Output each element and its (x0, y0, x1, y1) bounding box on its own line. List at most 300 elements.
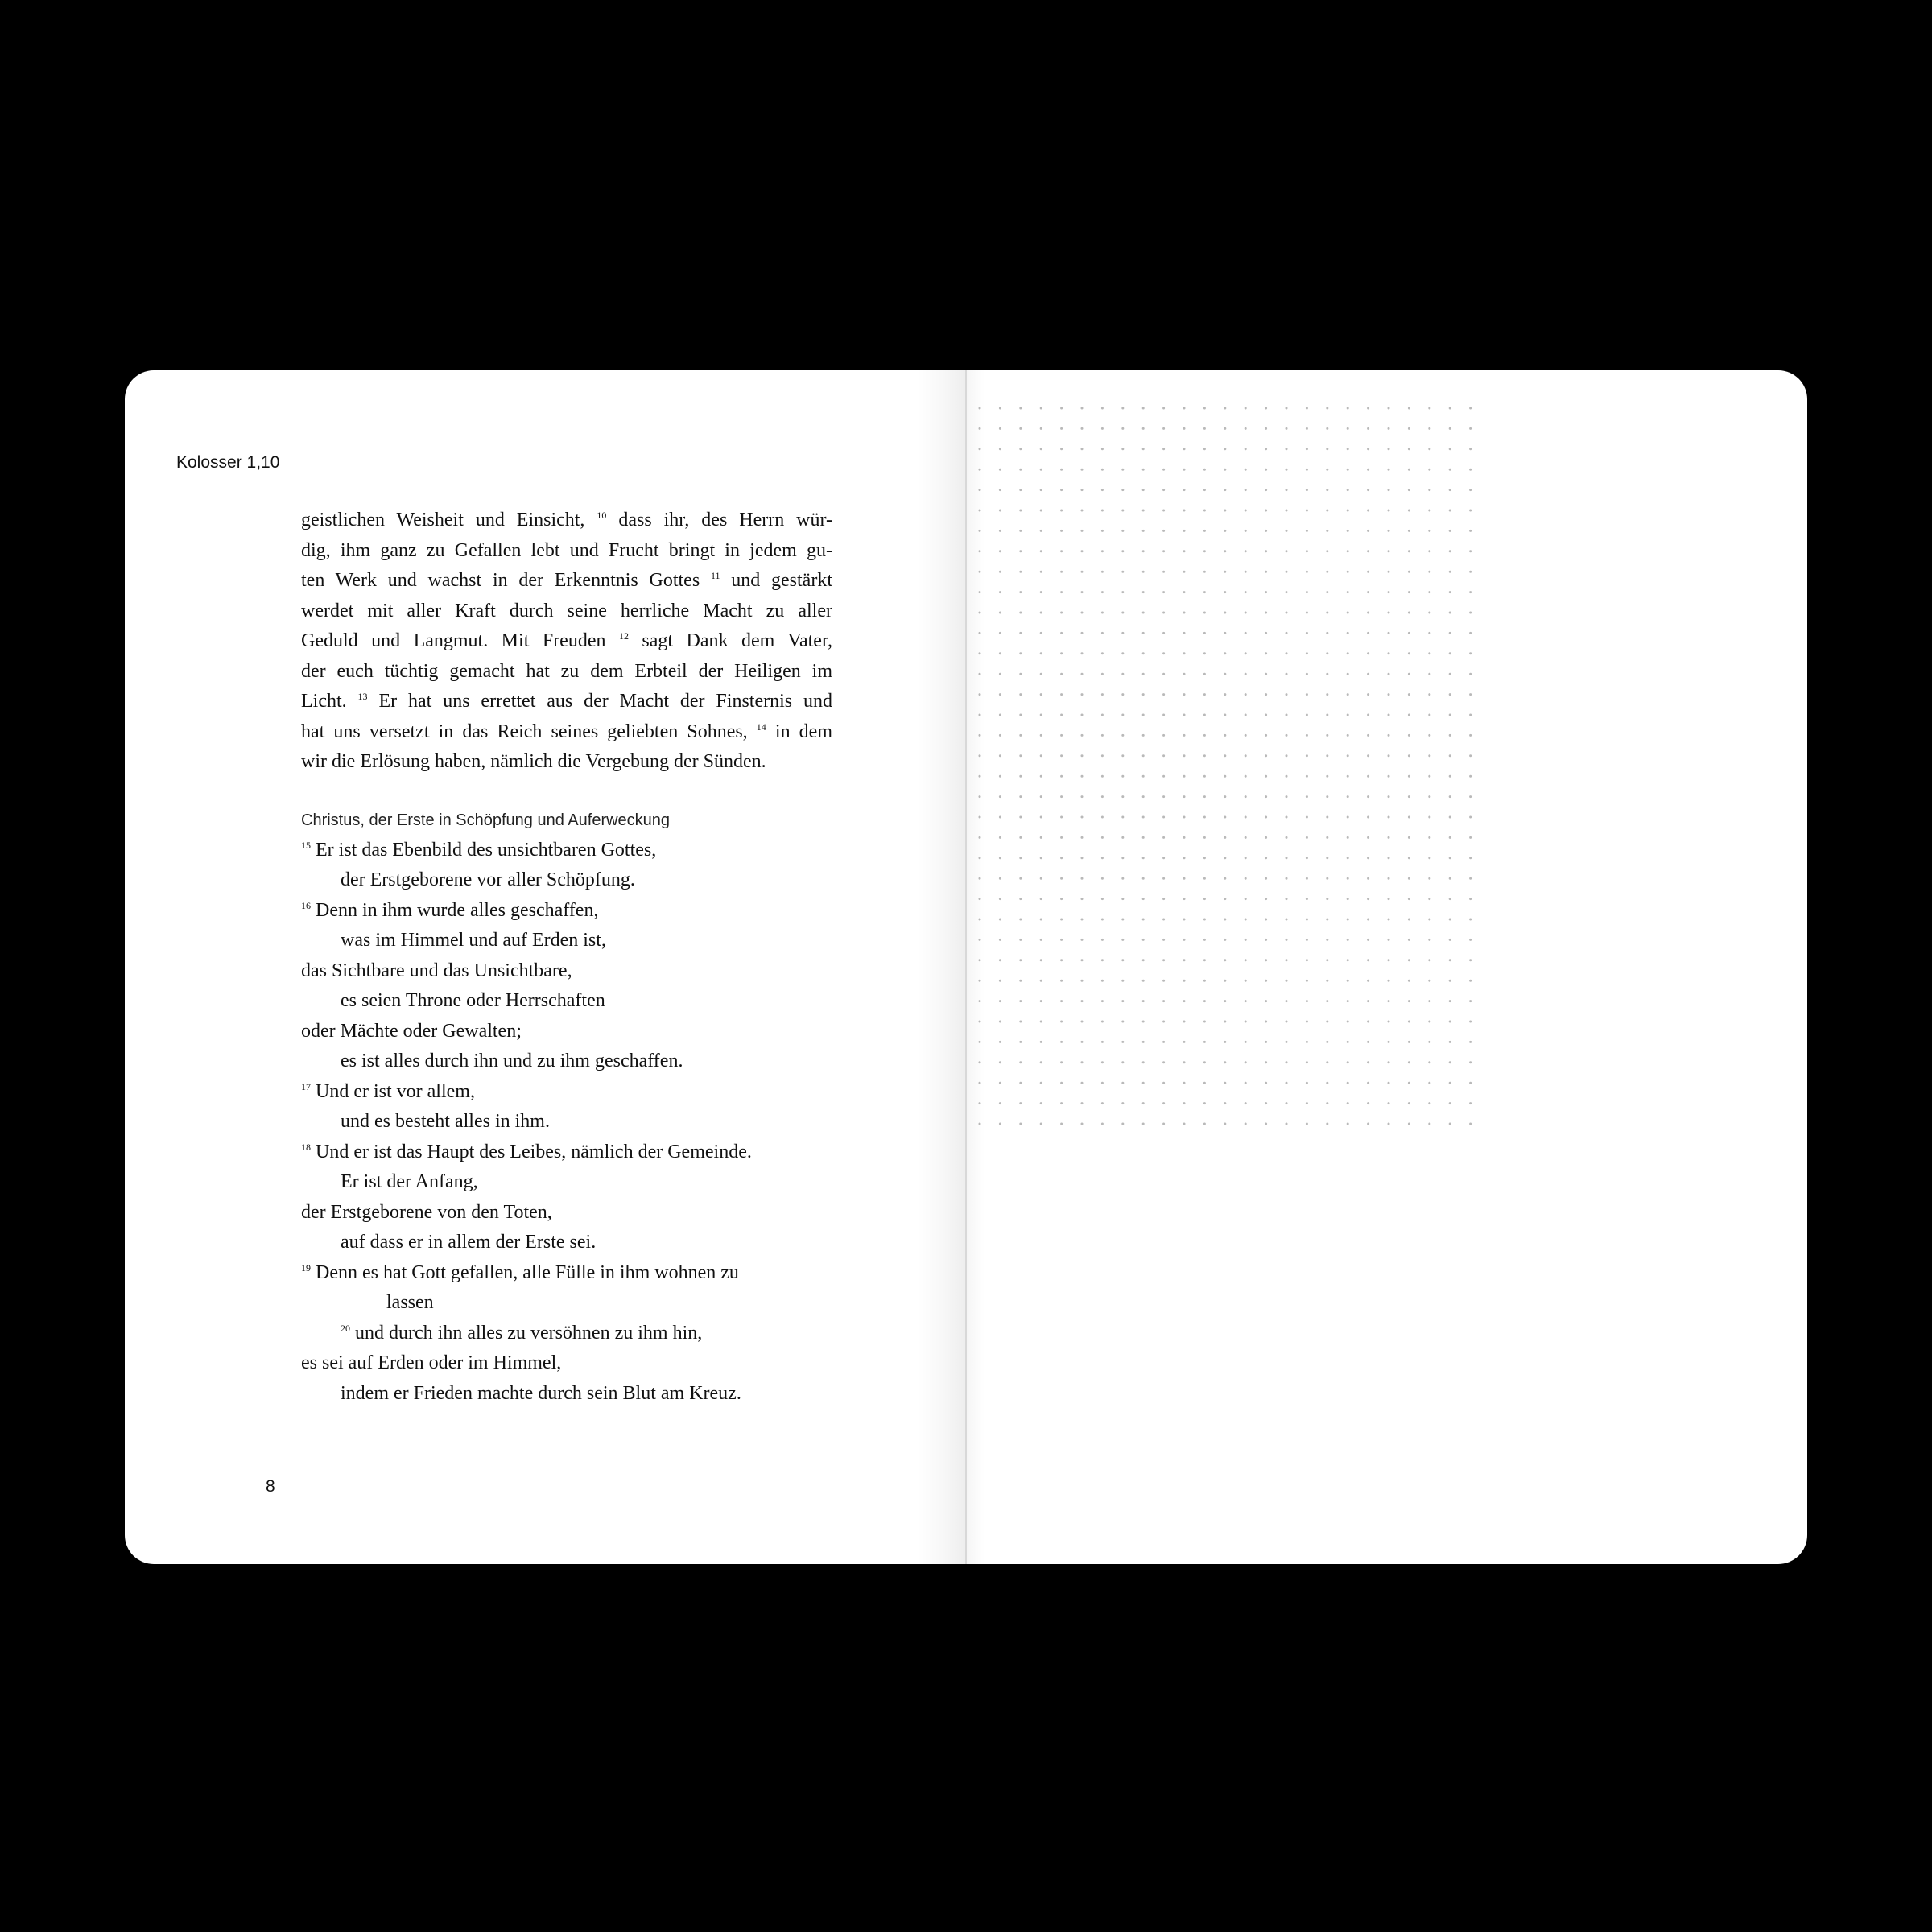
grid-dot (1326, 714, 1328, 716)
grid-dot (1142, 714, 1145, 716)
grid-dot (1142, 734, 1145, 737)
grid-dot (1101, 407, 1104, 410)
grid-dot (1121, 469, 1124, 471)
grid-dot (1081, 469, 1084, 471)
grid-dot (1326, 571, 1328, 573)
grid-dot (1203, 1000, 1206, 1002)
grid-dot (1142, 1021, 1145, 1023)
text-line (301, 566, 832, 597)
grid-dot (1367, 407, 1369, 410)
grid-dot (999, 1021, 1001, 1023)
grid-dot (1142, 775, 1145, 778)
grid-dot (1224, 939, 1226, 941)
grid-dot (1306, 530, 1308, 532)
text-run: Denn es hat Gott gefallen, alle Fülle in ihm wohnen zu (311, 1261, 739, 1283)
grid-dot (999, 775, 1001, 778)
grid-dot (1388, 919, 1390, 921)
grid-dot (1367, 754, 1369, 757)
grid-dot (1469, 612, 1472, 614)
verse-line (301, 1379, 832, 1410)
grid-dot (1306, 469, 1308, 471)
grid-dot (1449, 714, 1451, 716)
grid-dot (1101, 632, 1104, 634)
grid-dot (999, 673, 1001, 675)
grid-dot (1469, 489, 1472, 491)
grid-dot (1203, 407, 1206, 410)
text-line (301, 597, 832, 627)
grid-dot (1019, 795, 1022, 798)
text-line (301, 747, 832, 778)
grid-dot (1203, 632, 1206, 634)
grid-dot (1224, 714, 1226, 716)
grid-dot (1040, 632, 1042, 634)
grid-dot (1224, 980, 1226, 982)
grid-dot (1347, 898, 1349, 900)
grid-dot (1388, 795, 1390, 798)
grid-dot (1121, 714, 1124, 716)
grid-dot (1040, 1061, 1042, 1063)
grid-dot (1040, 836, 1042, 839)
grid-dot (1183, 898, 1186, 900)
grid-dot (1019, 652, 1022, 654)
grid-dot (1060, 550, 1063, 552)
grid-dot (1183, 632, 1186, 634)
grid-dot (1203, 612, 1206, 614)
grid-dot (1040, 693, 1042, 696)
grid-dot (1224, 571, 1226, 573)
grid-dot (1449, 795, 1451, 798)
grid-dot (1040, 612, 1042, 614)
grid-dot (1245, 1061, 1247, 1063)
grid-dot (1203, 816, 1206, 819)
grid-dot (1408, 469, 1410, 471)
grid-dot (1040, 407, 1042, 410)
grid-dot (1449, 980, 1451, 982)
grid-dot (1203, 980, 1206, 982)
grid-dot (1408, 1021, 1410, 1023)
grid-dot (1449, 1061, 1451, 1063)
grid-dot (1203, 919, 1206, 921)
grid-dot (1019, 407, 1022, 410)
grid-dot (1428, 898, 1430, 900)
grid-dot (1449, 427, 1451, 430)
grid-dot (1265, 1082, 1267, 1084)
grid-dot (999, 407, 1001, 410)
grid-dot (1306, 919, 1308, 921)
grid-dot (1203, 448, 1206, 450)
grid-dot (1408, 693, 1410, 696)
grid-dot (1245, 427, 1247, 430)
grid-dot (1142, 427, 1145, 430)
grid-dot (1408, 612, 1410, 614)
grid-dot (1019, 571, 1022, 573)
grid-dot (1367, 550, 1369, 552)
grid-dot (1224, 550, 1226, 552)
grid-dot (1469, 775, 1472, 778)
grid-dot (1224, 448, 1226, 450)
grid-dot (1347, 919, 1349, 921)
grid-dot (1183, 1082, 1186, 1084)
grid-dot (1019, 448, 1022, 450)
verse-line (301, 1167, 832, 1198)
grid-dot (1367, 427, 1369, 430)
grid-dot (1040, 571, 1042, 573)
left-page (125, 370, 966, 1564)
grid-dot (1162, 427, 1165, 430)
grid-dot (1367, 877, 1369, 880)
grid-dot (999, 448, 1001, 450)
grid-dot (1367, 836, 1369, 839)
grid-dot (1367, 714, 1369, 716)
grid-dot (1142, 652, 1145, 654)
text-run: Er hat uns errettet aus der Macht der Finsternis und (367, 691, 832, 712)
grid-dot (1245, 530, 1247, 532)
grid-dot (1101, 1000, 1104, 1002)
grid-dot (1347, 407, 1349, 410)
text-run: und gestärkt (720, 570, 832, 591)
gutter-shadow-right (967, 370, 985, 1564)
grid-dot (999, 591, 1001, 593)
grid-dot (1203, 714, 1206, 716)
grid-dot (1286, 1000, 1288, 1002)
grid-dot (1449, 407, 1451, 410)
grid-dot (1019, 1041, 1022, 1043)
grid-dot (1121, 877, 1124, 880)
grid-dot (1306, 489, 1308, 491)
grid-dot (1245, 919, 1247, 921)
verse-number: 20 (341, 1322, 350, 1334)
grid-dot (1367, 959, 1369, 961)
grid-dot (1101, 510, 1104, 512)
grid-dot (1388, 775, 1390, 778)
grid-dot (1449, 571, 1451, 573)
grid-dot (1121, 939, 1124, 941)
grid-dot (1081, 550, 1084, 552)
verse-line (301, 1077, 832, 1108)
grid-dot (1306, 1021, 1308, 1023)
grid-dot (1265, 693, 1267, 696)
grid-dot (1081, 448, 1084, 450)
verse-line (301, 926, 832, 956)
grid-dot (1081, 632, 1084, 634)
scripture-text (301, 506, 832, 1409)
grid-dot (1469, 673, 1472, 675)
grid-dot (1347, 1102, 1349, 1104)
grid-dot (1183, 1041, 1186, 1043)
grid-dot (1428, 836, 1430, 839)
grid-dot (1060, 1123, 1063, 1125)
grid-dot (1347, 469, 1349, 471)
grid-dot (1162, 734, 1165, 737)
grid-dot (1142, 612, 1145, 614)
grid-dot (1162, 919, 1165, 921)
grid-dot (1265, 980, 1267, 982)
grid-dot (1245, 591, 1247, 593)
grid-dot (1081, 612, 1084, 614)
grid-dot (1101, 939, 1104, 941)
grid-dot (1428, 693, 1430, 696)
grid-dot (1408, 980, 1410, 982)
grid-dot (999, 632, 1001, 634)
grid-dot (1245, 898, 1247, 900)
grid-dot (1367, 693, 1369, 696)
grid-dot (1203, 734, 1206, 737)
text-run: Und er ist vor allem, (311, 1080, 475, 1102)
grid-dot (1060, 612, 1063, 614)
grid-dot (1286, 673, 1288, 675)
grid-dot (1060, 816, 1063, 819)
grid-dot (1428, 1041, 1430, 1043)
grid-dot (1121, 980, 1124, 982)
grid-dot (1162, 1000, 1165, 1002)
text-run: das Sichtbare und das Unsichtbare, (301, 960, 572, 981)
grid-dot (1224, 469, 1226, 471)
grid-dot (999, 550, 1001, 552)
grid-dot (1367, 652, 1369, 654)
grid-dot (1224, 1021, 1226, 1023)
grid-dot (1367, 939, 1369, 941)
grid-dot (1245, 510, 1247, 512)
grid-dot (1347, 775, 1349, 778)
grid-dot (1060, 427, 1063, 430)
text-run: es seien Throne oder Herrschaften (341, 990, 605, 1011)
grid-dot (1408, 734, 1410, 737)
grid-dot (1040, 1000, 1042, 1002)
grid-dot (999, 1000, 1001, 1002)
grid-dot (1286, 693, 1288, 696)
grid-dot (1428, 612, 1430, 614)
grid-dot (1203, 469, 1206, 471)
grid-dot (1367, 734, 1369, 737)
grid-dot (1265, 489, 1267, 491)
grid-dot (1183, 754, 1186, 757)
grid-dot (1306, 775, 1308, 778)
grid-dot (1019, 1123, 1022, 1125)
grid-dot (1162, 591, 1165, 593)
grid-dot (1081, 1041, 1084, 1043)
verse-line (301, 986, 832, 1017)
grid-dot (1326, 1021, 1328, 1023)
grid-dot (1245, 448, 1247, 450)
grid-dot (1142, 693, 1145, 696)
grid-dot (1203, 673, 1206, 675)
grid-dot (1142, 898, 1145, 900)
verse-line (301, 1198, 832, 1228)
grid-dot (1060, 1041, 1063, 1043)
grid-dot (1142, 448, 1145, 450)
grid-dot (999, 877, 1001, 880)
grid-dot (1408, 939, 1410, 941)
grid-dot (1265, 877, 1267, 880)
grid-dot (1060, 571, 1063, 573)
grid-dot (1101, 980, 1104, 982)
grid-dot (1224, 754, 1226, 757)
grid-dot (1162, 714, 1165, 716)
grid-dot (1203, 775, 1206, 778)
grid-dot (1040, 980, 1042, 982)
grid-dot (1081, 693, 1084, 696)
grid-dot (1183, 857, 1186, 859)
grid-dot (1224, 1082, 1226, 1084)
grid-dot (1449, 673, 1451, 675)
grid-dot (1019, 673, 1022, 675)
grid-dot (1019, 1000, 1022, 1002)
gutter-shadow (918, 370, 966, 1564)
grid-dot (1224, 775, 1226, 778)
grid-dot (1162, 612, 1165, 614)
grid-dot (999, 795, 1001, 798)
grid-dot (1286, 427, 1288, 430)
grid-dot (1019, 632, 1022, 634)
grid-dot (1286, 1123, 1288, 1125)
grid-dot (1121, 591, 1124, 593)
verse-number: 10 (597, 510, 607, 521)
grid-dot (1101, 469, 1104, 471)
grid-dot (1121, 836, 1124, 839)
grid-dot (1060, 469, 1063, 471)
grid-dot (1019, 1082, 1022, 1084)
grid-dot (1040, 754, 1042, 757)
grid-dot (1326, 612, 1328, 614)
grid-dot (1162, 754, 1165, 757)
grid-dot (1388, 632, 1390, 634)
grid-dot (1203, 427, 1206, 430)
grid-dot (1388, 877, 1390, 880)
grid-dot (1428, 714, 1430, 716)
grid-dot (1203, 530, 1206, 532)
grid-dot (1060, 877, 1063, 880)
grid-dot (1060, 652, 1063, 654)
grid-dot (1469, 448, 1472, 450)
grid-dot (1142, 939, 1145, 941)
grid-dot (1121, 1061, 1124, 1063)
grid-dot (1265, 714, 1267, 716)
grid-dot (1367, 816, 1369, 819)
grid-dot (1101, 795, 1104, 798)
grid-dot (1306, 407, 1308, 410)
grid-dot (1224, 898, 1226, 900)
grid-dot (1101, 591, 1104, 593)
grid-dot (1183, 407, 1186, 410)
grid-dot (1388, 571, 1390, 573)
grid-dot (1326, 898, 1328, 900)
grid-dot (1388, 448, 1390, 450)
grid-dot (1265, 652, 1267, 654)
grid-dot (1469, 919, 1472, 921)
grid-dot (1060, 1102, 1063, 1104)
grid-dot (1469, 816, 1472, 819)
grid-dot (1469, 1041, 1472, 1043)
grid-dot (1428, 550, 1430, 552)
grid-dot (1162, 1041, 1165, 1043)
grid-dot (1306, 693, 1308, 696)
grid-dot (999, 1102, 1001, 1104)
grid-dot (1203, 510, 1206, 512)
grid-dot (1388, 898, 1390, 900)
grid-dot (1121, 632, 1124, 634)
grid-dot (1388, 510, 1390, 512)
grid-dot (1469, 530, 1472, 532)
grid-dot (1203, 1041, 1206, 1043)
grid-dot (1347, 693, 1349, 696)
grid-dot (1428, 448, 1430, 450)
grid-dot (1019, 591, 1022, 593)
grid-dot (1040, 939, 1042, 941)
grid-dot (1347, 734, 1349, 737)
grid-dot (1101, 530, 1104, 532)
grid-dot (1428, 795, 1430, 798)
grid-dot (1040, 427, 1042, 430)
grid-dot (999, 836, 1001, 839)
grid-dot (1060, 836, 1063, 839)
grid-dot (1162, 775, 1165, 778)
grid-dot (1142, 510, 1145, 512)
grid-dot (1428, 754, 1430, 757)
grid-dot (1060, 510, 1063, 512)
grid-dot (1408, 571, 1410, 573)
grid-dot (1142, 1102, 1145, 1104)
grid-dot (1326, 673, 1328, 675)
grid-dot (1245, 673, 1247, 675)
grid-dot (1224, 1000, 1226, 1002)
grid-dot (1121, 1123, 1124, 1125)
grid-dot (1019, 980, 1022, 982)
running-head: Kolosser 1,10 (176, 453, 280, 472)
grid-dot (1142, 836, 1145, 839)
grid-dot (1388, 714, 1390, 716)
grid-dot (1326, 510, 1328, 512)
grid-dot (1449, 693, 1451, 696)
grid-dot (1286, 959, 1288, 961)
grid-dot (1388, 652, 1390, 654)
verse-number: 17 (301, 1080, 311, 1092)
text-run: es sei auf Erden oder im Himmel, (301, 1352, 562, 1373)
grid-dot (1367, 919, 1369, 921)
text-run: und es besteht alles in ihm. (341, 1111, 550, 1132)
grid-dot (1142, 550, 1145, 552)
grid-dot (1408, 510, 1410, 512)
text-run: wir die Erlösung haben, nämlich die Vergebung der Sünden. (301, 751, 766, 772)
grid-dot (1203, 754, 1206, 757)
grid-dot (1326, 1082, 1328, 1084)
grid-dot (1101, 1102, 1104, 1104)
grid-dot (1245, 795, 1247, 798)
grid-dot (1121, 612, 1124, 614)
grid-dot (1040, 959, 1042, 961)
grid-dot (1183, 1021, 1186, 1023)
grid-dot (1162, 652, 1165, 654)
grid-dot (1245, 1102, 1247, 1104)
grid-dot (1286, 1102, 1288, 1104)
grid-dot (1060, 632, 1063, 634)
grid-dot (1388, 489, 1390, 491)
grid-dot (1449, 1041, 1451, 1043)
text-run: Geduld und Langmut. Mit Freuden (301, 630, 619, 651)
grid-dot (1081, 1123, 1084, 1125)
grid-dot (1306, 795, 1308, 798)
grid-dot (1203, 571, 1206, 573)
grid-dot (1265, 407, 1267, 410)
grid-dot (1183, 489, 1186, 491)
grid-dot (1326, 632, 1328, 634)
grid-dot (1081, 591, 1084, 593)
grid-dot (1469, 734, 1472, 737)
grid-dot (1162, 550, 1165, 552)
grid-dot (1469, 652, 1472, 654)
grid-dot (1347, 591, 1349, 593)
grid-dot (1449, 550, 1451, 552)
grid-dot (1286, 775, 1288, 778)
